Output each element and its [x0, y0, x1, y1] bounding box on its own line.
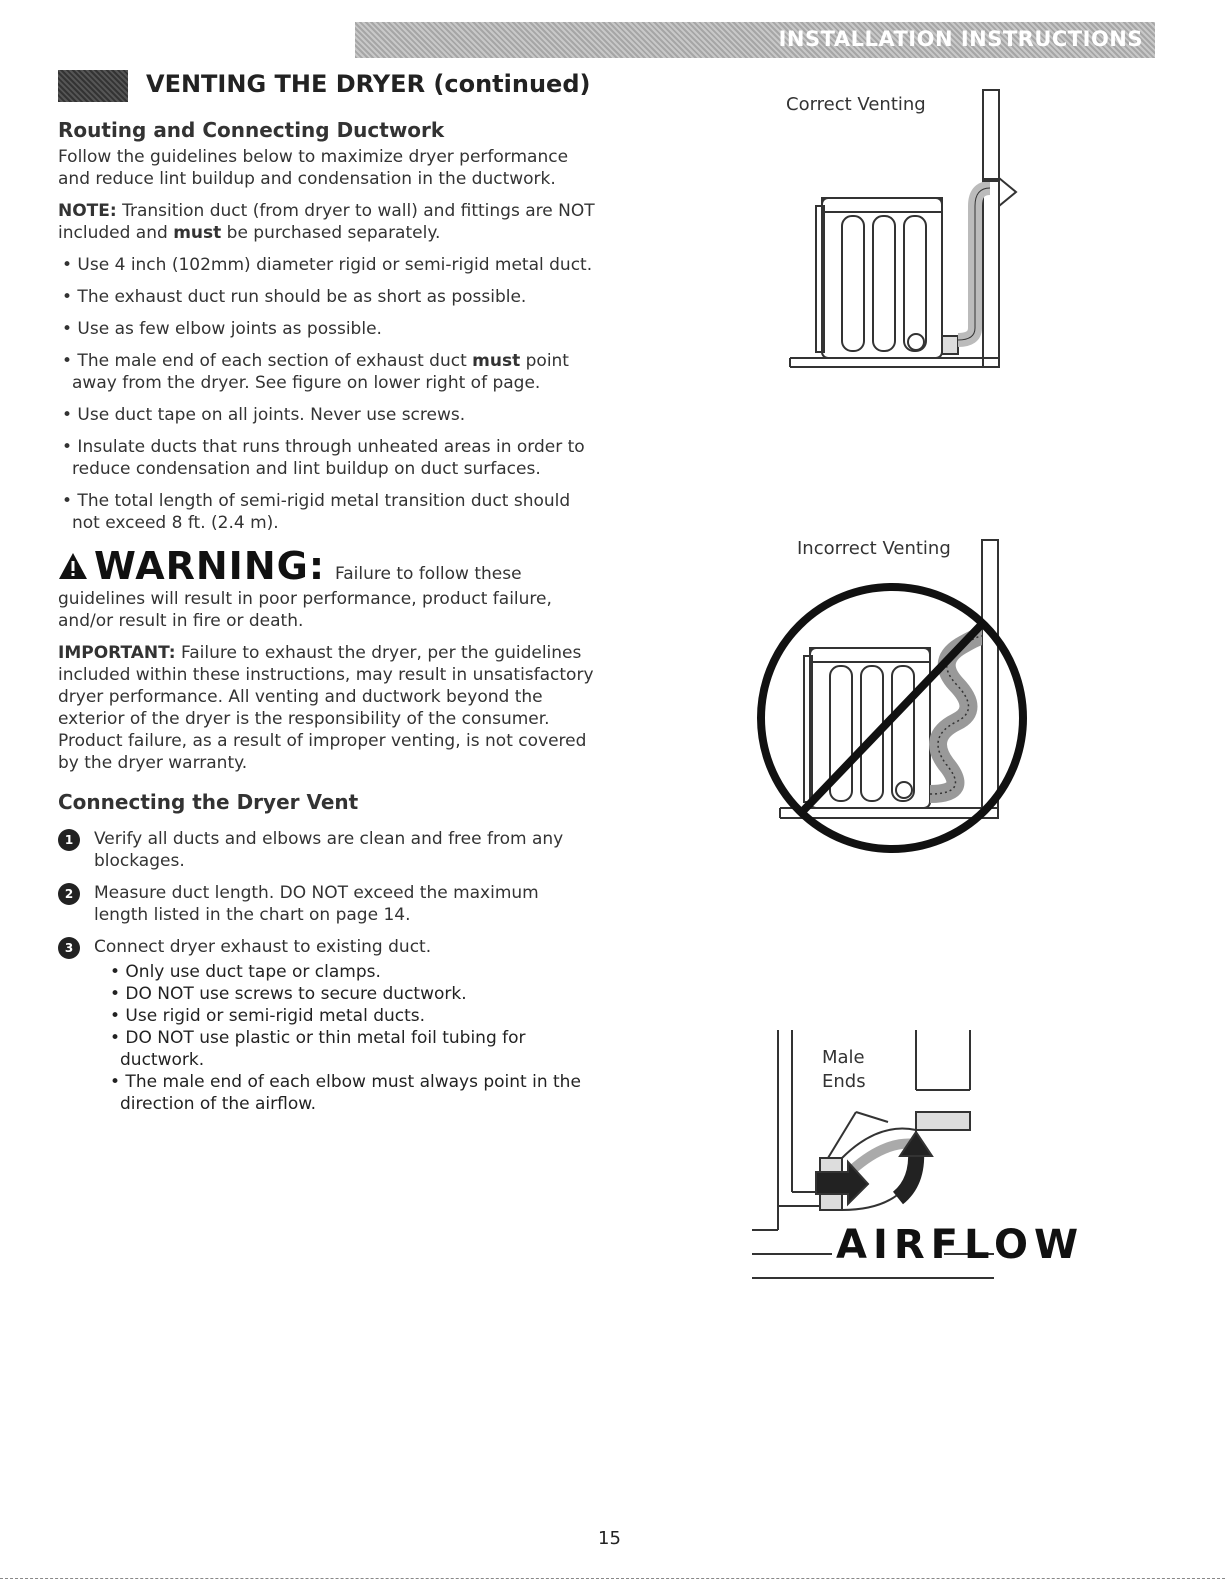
warning-text-inline: Failure to follow these: [335, 564, 522, 584]
warning-text: guidelines will result in poor performance, product failure, and/or result in fire or death.: [58, 589, 552, 631]
bullet-male-end: [58, 350, 598, 394]
bullet-male-end-must: must: [472, 351, 521, 371]
main-column: [58, 118, 598, 1115]
note-paragraph: [58, 200, 598, 244]
section-title: VENTING THE DRYER (continued): [146, 70, 591, 98]
incorrect-venting-label: Incorrect Venting: [797, 538, 951, 559]
step-3-sub-bullets: [108, 961, 598, 1115]
step-1-number: 1: [58, 829, 80, 851]
bullet-duct-size: • Use 4 inch (102mm) diameter rigid or semi-rigid metal duct.: [62, 255, 593, 275]
important-text: Failure to exhaust the dryer, per the guidelines included within these instructions, may result in unsatisfactory dryer performance. All venting and ductwork beyond the exterior of the dryer is the responsibility of the consumer. Product failure, as a result of improper venting, is not covered by the dryer warranty.: [58, 643, 594, 773]
sub-bullet: • DO NOT use plastic or thin metal foil tubing for ductwork.: [110, 1028, 526, 1070]
connecting-heading: Connecting the Dryer Vent: [58, 790, 359, 814]
note-text-1: Transition duct (from dryer to wall) and fittings are NOT included and: [58, 201, 595, 243]
step-1-text: Verify all ducts and elbows are clean and free from any blockages.: [94, 829, 564, 871]
routing-heading: Routing and Connecting Ductwork: [58, 118, 445, 142]
important-paragraph: [58, 642, 598, 774]
sub-bullet: • The male end of each elbow must always point in the direction of the airflow.: [110, 1072, 581, 1114]
sub-bullet: • Use rigid or semi-rigid metal ducts.: [110, 1006, 426, 1026]
bullet-insulate: • Insulate ducts that runs through unheated areas in order to reduce condensation and lint buildup on duct surfaces.: [62, 437, 585, 479]
bullet-duct-tape: • Use duct tape on all joints. Never use screws.: [62, 405, 466, 425]
warning-word: WARNING:: [94, 544, 326, 588]
note-must: must: [173, 223, 222, 243]
incorrect-venting-figure: [756, 532, 1046, 892]
note-text-2: be purchased separately.: [221, 223, 441, 243]
male-ends-label: [822, 1046, 866, 1094]
page-bottom-rule: [0, 1578, 1225, 1579]
bullet-short-run: • The exhaust duct run should be as short as possible.: [62, 287, 527, 307]
routing-intro: Follow the guidelines below to maximize dryer performance and reduce lint buildup and condensation in the ductwork.: [58, 147, 569, 189]
correct-venting-label: Correct Venting: [786, 94, 926, 115]
page-number: 15: [598, 1528, 621, 1549]
warning-triangle-icon: [58, 552, 88, 580]
bullet-few-elbows: • Use as few elbow joints as possible.: [62, 319, 382, 339]
step-3-number: 3: [58, 937, 80, 959]
step-2-text: Measure duct length. DO NOT exceed the maximum length listed in the chart on page 14.: [94, 883, 539, 925]
bullet-male-end-b: point away from the dryer. See figure on lower right of page.: [72, 351, 569, 393]
step-2: [58, 882, 598, 926]
sub-bullet: • Only use duct tape or clamps.: [110, 962, 381, 982]
step-2-number: 2: [58, 883, 80, 905]
airflow-label: AIRFLOW: [836, 1222, 1085, 1268]
warning-line: [58, 544, 598, 588]
male-ends-label-line2: Ends: [822, 1071, 866, 1092]
important-label: IMPORTANT:: [58, 643, 176, 663]
step-3: [58, 936, 598, 959]
note-label: NOTE:: [58, 201, 117, 221]
header-banner: [355, 22, 1155, 58]
step-1: [58, 828, 598, 872]
correct-venting-figure: [780, 88, 1040, 373]
step-3-text: Connect dryer exhaust to existing duct.: [94, 937, 432, 957]
bullet-male-end-a: • The male end of each section of exhaust duct: [62, 351, 473, 371]
header-banner-text: INSTALLATION INSTRUCTIONS: [778, 27, 1143, 51]
male-ends-label-line1: Male: [822, 1047, 865, 1068]
bullet-total-length: • The total length of semi-rigid metal transition duct should not exceed 8 ft. (2.4 m).: [62, 491, 571, 533]
section-marker: [58, 70, 128, 102]
sub-bullet: • DO NOT use screws to secure ductwork.: [110, 984, 467, 1004]
